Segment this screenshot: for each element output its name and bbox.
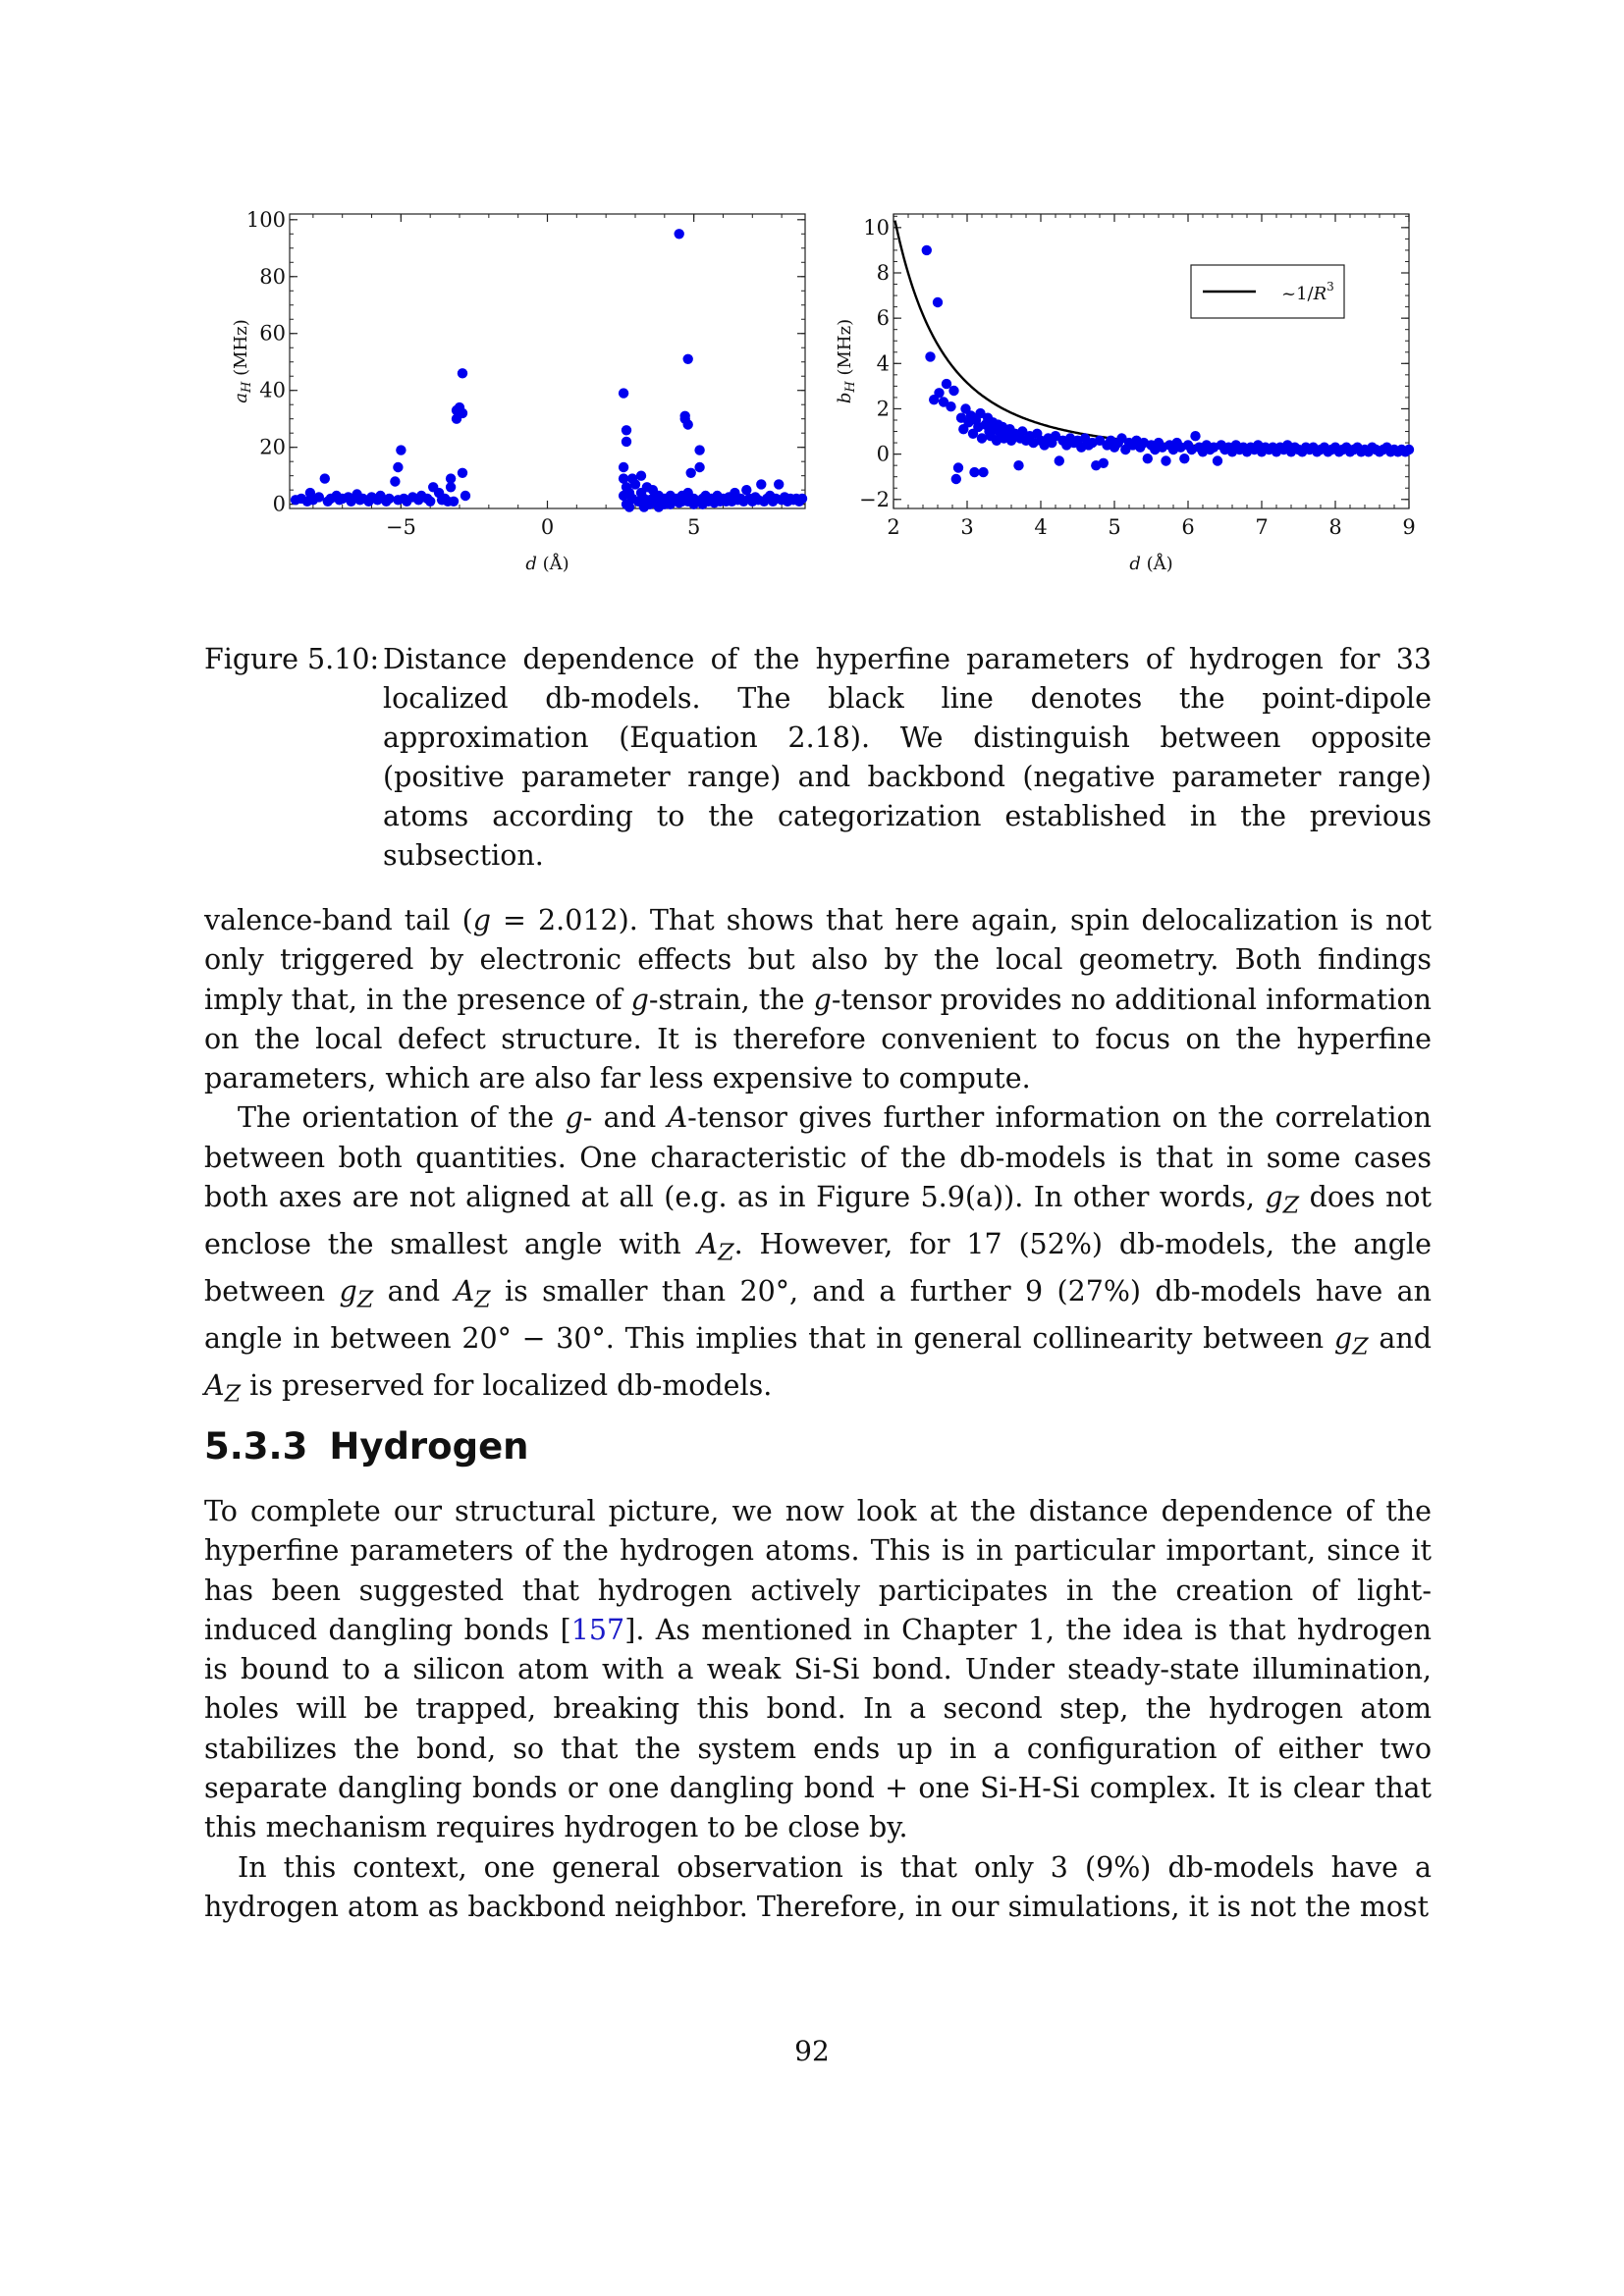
data-point <box>622 437 631 447</box>
body-text-block-2 <box>204 1492 1432 1927</box>
data-point <box>686 468 696 478</box>
paragraph: To complete our structural picture, we now look at the distance dependence of the hyperfine parameters of the hydrogen atoms. This is in particular important, since it has been suggested that hydrogen actively participates in the creation of light-induced dangling bonds [157]. As mentioned in Chapter 1, the idea is that hydrogen is bound to a silicon atom with a weak Si-Si bond. Under steady-state illumination, holes will be trapped, breaking this bond. In a second step, the hydrogen atom stabilizes the bond, so that the system ends up in a configuration of either two separate dangling bonds or one dangling bond + one Si-H-Si complex. It is clear that this mechanism requires hydrogen to be close by. <box>204 1495 1432 1844</box>
data-point <box>460 491 470 501</box>
data-point <box>683 354 693 364</box>
data-point <box>951 474 961 484</box>
data-point <box>1213 455 1222 465</box>
scatter-chart-bH <box>815 206 1434 599</box>
y-tick-label: −2 <box>859 487 890 511</box>
y-tick-label: 60 <box>259 321 286 346</box>
data-point <box>694 462 704 472</box>
y-tick-label: 20 <box>259 435 286 459</box>
data-point <box>396 445 406 454</box>
paragraph: In this context, one general observation is that only 3 (9%) db-models have a hydrogen atom as backbond neighbor. Therefore, in our simulations, it is not the most <box>204 1850 1432 1923</box>
data-point <box>1099 458 1109 468</box>
body-text-block-1 <box>204 901 1432 1414</box>
data-point <box>1143 454 1153 463</box>
data-point <box>774 479 784 489</box>
data-point <box>1179 454 1189 463</box>
section-heading <box>204 1425 529 1468</box>
section-number: 5.3.3 <box>204 1425 308 1468</box>
data-point <box>946 401 955 411</box>
data-point <box>953 462 963 472</box>
legend <box>1191 265 1344 318</box>
data-point <box>675 229 684 239</box>
paragraph: valence-band tail (g = 2.012). That shows that here again, spin delocalization is not only triggered by electronic effects but also by the local geometry. Both findings imply that, in the presence of g-strain, the g-tensor provides no additional information on the local defect structure. It is therefore convenient to focus on the hyperfine parameters, which are also far less expensive to compute. <box>204 904 1432 1095</box>
legend-label: $\sim 1/R^3$ <box>1281 280 1334 304</box>
data-point <box>934 388 944 398</box>
data-point <box>458 468 467 478</box>
data-point <box>933 297 943 307</box>
data-point <box>393 462 403 472</box>
data-point <box>458 408 467 418</box>
y-tick-label: 6 <box>876 306 890 331</box>
data-point <box>978 467 988 477</box>
section-title: Hydrogen <box>329 1425 529 1468</box>
x-axis-label: d (Å) <box>525 554 569 574</box>
minor-ticks <box>893 214 1409 508</box>
citation-link[interactable]: 157 <box>570 1613 625 1646</box>
data-point <box>630 479 640 489</box>
data-point <box>636 471 646 481</box>
data-point <box>797 494 807 504</box>
x-tick-label: 7 <box>1255 515 1269 539</box>
scatter-chart-aH <box>196 206 825 599</box>
data-point <box>948 386 958 396</box>
data-point <box>446 482 456 492</box>
data-point <box>969 467 979 477</box>
y-tick-label: 0 <box>272 492 286 516</box>
figure-caption-text: Distance dependence of the hyperfine parameters of hydrogen for 33 localized db-models. The black line denotes the point-dipole approximation (Equation 2.18). We distinguish between opposite (positive parameter range) and backbond (negative parameter range) atoms according to the categorization established in the previous subsection. <box>383 643 1432 872</box>
data-point <box>622 425 631 435</box>
x-tick-label: 4 <box>1034 515 1048 539</box>
data-point <box>384 494 394 504</box>
x-tick-label: 2 <box>887 515 900 539</box>
figure-right-panel <box>815 206 1434 599</box>
figure-caption-number: Figure 5.10: <box>204 643 380 675</box>
y-tick-label: 80 <box>259 264 286 289</box>
y-tick-label: 10 <box>863 215 890 240</box>
x-tick-label: −5 <box>385 515 416 539</box>
y-tick-label: 4 <box>876 351 890 376</box>
y-tick-label: 100 <box>245 207 286 232</box>
y-axis-label: $b_H$ (MHz) <box>835 318 858 404</box>
data-point <box>320 473 330 483</box>
data-point <box>1055 455 1064 465</box>
figure-left-panel <box>196 206 825 599</box>
data-point <box>756 479 766 489</box>
data-point <box>683 419 693 429</box>
data-point <box>458 368 467 378</box>
plot-frame <box>290 214 805 508</box>
y-tick-label: 8 <box>876 261 890 285</box>
data-point <box>449 497 459 507</box>
y-tick-label: 40 <box>259 378 286 402</box>
data-point <box>619 462 628 472</box>
minor-ticks <box>290 214 805 508</box>
x-tick-label: 6 <box>1181 515 1195 539</box>
data-point <box>619 388 628 398</box>
data-point <box>425 497 435 507</box>
data-point <box>694 445 704 454</box>
page-number: 92 <box>794 2035 830 2067</box>
data-point <box>1161 455 1170 465</box>
y-tick-label: 0 <box>876 442 890 466</box>
y-axis-label: $a_H$ (MHz) <box>231 319 254 403</box>
scatter-points <box>291 229 807 512</box>
x-axis-label: d (Å) <box>1129 554 1173 574</box>
plot-frame <box>893 214 1409 508</box>
x-tick-label: 5 <box>1108 515 1121 539</box>
data-point <box>314 492 324 502</box>
data-point <box>1013 460 1023 470</box>
x-tick-label: 0 <box>540 515 555 539</box>
data-point <box>922 245 932 255</box>
figure-caption <box>204 640 1432 876</box>
paragraph: The orientation of the g- and A-tensor gives further information on the correlation between both quantities. One characteristic of the db-models is that in some cases both axes are not aligned at all (e.g. as in Figure 5.9(a)). In other words, $g_Z$ does not enclose the smallest angle with $A_Z$. However, for 17 (52%) db-models, the angle between $g_Z$ and $A_Z$ is smaller than 20°, and a further 9 (27%) db-models have an angle in between 20° − 30°. This implies that in general collinearity between $g_Z$ and $A_Z$ is preserved for localized db-models. <box>204 1101 1433 1408</box>
x-tick-label: 3 <box>960 515 974 539</box>
data-point <box>1190 431 1200 441</box>
data-point <box>1404 445 1414 454</box>
y-tick-label: 2 <box>876 397 890 421</box>
data-point <box>390 476 400 486</box>
data-point <box>925 351 935 361</box>
x-tick-label: 5 <box>686 515 701 539</box>
x-tick-label: 8 <box>1328 515 1342 539</box>
x-tick-label: 9 <box>1402 515 1416 539</box>
